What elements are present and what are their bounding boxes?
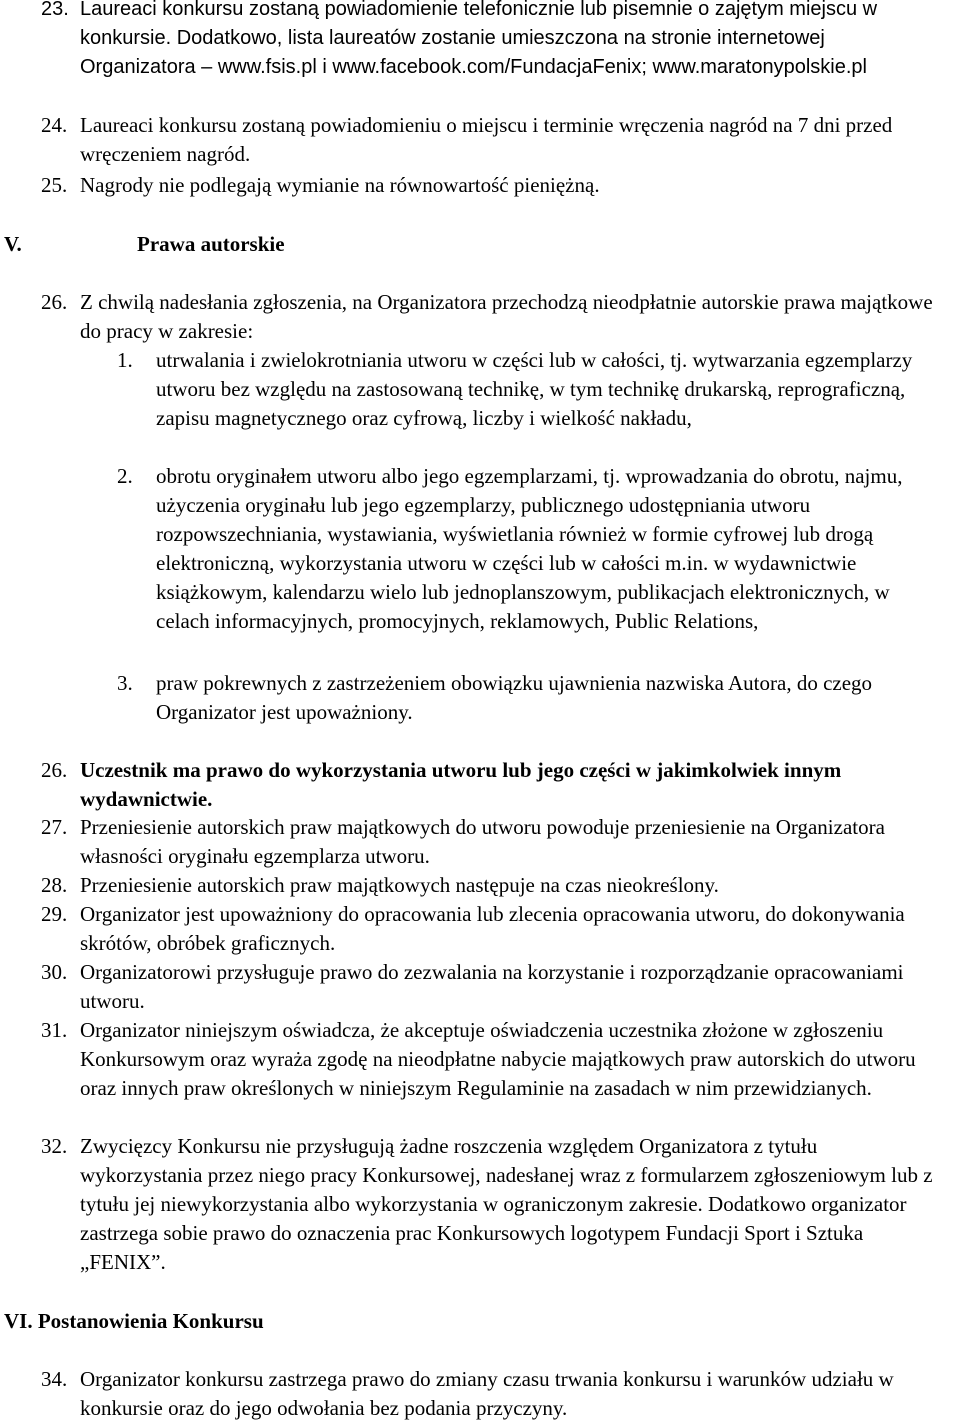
list-item-29 (41, 900, 941, 958)
item-text: Laureaci konkursu zostaną powiadomienie telefonicznie lub pisemnie o zajętym miejscu w konkursie. Dodatkowo, lista laureatów zostanie umieszczona na stronie internetowej Organizatora – www.fsis.pl i www.facebook.com/FundacjaFenix; www.maratonypolskie.pl (80, 0, 878, 78)
section-title: Prawa autorskie (137, 232, 285, 256)
sub-item-number: 2. (117, 464, 133, 488)
item-text: Organizator konkursu zastrzega prawo do zmiany czasu trwania konkursu i warunków udziału w konkursie oraz do jego odwołania bez podania przyczyny. (80, 1367, 894, 1420)
item-number: 26. (41, 290, 68, 314)
list-item-31 (41, 1016, 941, 1103)
sub-item-number: 3. (117, 671, 133, 695)
list-item-34 (41, 1365, 941, 1423)
item-text: Organizator jest upoważniony do opracowania lub zlecenia opracowania utworu, do dokonywania skrótów, obróbek graficznych. (80, 902, 905, 955)
item-text: Przeniesienie autorskich praw majątkowych do utworu powoduje przeniesienie na Organizatora własności oryginału egzemplarza utworu. (80, 815, 885, 868)
section-heading-vi (4, 1307, 264, 1336)
section-heading-v (4, 230, 22, 259)
item-text: Nagrody nie podlegają wymianie na równowartość pieniężną. (80, 173, 600, 197)
sub-item-text: praw pokrewnych z zastrzeżeniem obowiązku ujawnienia nazwiska Autora, do czego Organizator jest upoważniony. (156, 671, 873, 724)
section-number: V. (4, 232, 22, 256)
item-text: Zwycięzcy Konkursu nie przysługują żadne roszczenia względem Organizatora z tytułu wykorzystania przez niego pracy Konkursowej, nadesłanej wraz z formularzem zgłoszeniowym lub z tytułu jej niewykorzystania albo wykorzystania w ograniczonym zakresie. Dodatkowo organizator zastrzega sobie prawo do oznaczenia prac Konkursowych logotypem Fundacji Sport i Sztuka „FENIX”. (80, 1134, 933, 1274)
item-number: 25. (41, 173, 68, 197)
item-number: 30. (41, 960, 68, 984)
item-text: Laureaci konkursu zostaną powiadomieniu o miejscu i terminie wręczenia nagród na 7 dni przed wręczeniem nagród. (80, 113, 893, 166)
item-number: 23. (41, 0, 69, 20)
list-item-30 (41, 958, 941, 1016)
list-item-26b (41, 756, 941, 814)
list-item-24 (41, 111, 941, 169)
section-title: VI. Postanowienia Konkursu (4, 1309, 264, 1333)
item-text-bold: Uczestnik ma prawo do wykorzystania utworu lub jego części w jakimkolwiek innym wydawnictwie. (80, 758, 842, 811)
item-number: 27. (41, 815, 68, 839)
sub-item-2 (117, 462, 932, 636)
list-item-27 (41, 813, 941, 871)
list-item-23 (41, 0, 941, 82)
item-number: 32. (41, 1134, 68, 1158)
item-number: 26. (41, 758, 68, 782)
item-number: 24. (41, 113, 68, 137)
list-item-26 (41, 288, 941, 346)
sub-item-text: obrotu oryginałem utworu albo jego egzemplarzami, tj. wprowadzania do obrotu, najmu, użyczenia oryginału lub jego egzemplarzy, publicznego udostępniania utworu rozpowszechniania, wystawiania, wyświetlania również w formie cyfrowej lub drogą elektroniczną, wykorzystania utworu w części lub w całości m.in. w wydawnictwie książkowym, kalendarzu wielo lub jednoplanszowym, publikacjach elektronicznych, w celach informacyjnych, promocyjnych, reklamowych, Public Relations, (156, 464, 903, 633)
item-number: 28. (41, 873, 68, 897)
list-item-25 (41, 171, 941, 200)
section-title-v (137, 230, 285, 259)
sub-item-3 (117, 669, 932, 727)
item-text: Z chwilą nadesłania zgłoszenia, na Organizatora przechodzą nieodpłatnie autorskie prawa majątkowe do pracy w zakresie: (80, 290, 933, 343)
item-text: Organizatorowi przysługuje prawo do zezwalania na korzystanie i rozporządzanie opracowaniami utworu. (80, 960, 904, 1013)
item-text: Przeniesienie autorskich praw majątkowych następuje na czas nieokreślony. (80, 873, 719, 897)
sub-item-1 (117, 346, 932, 433)
sub-item-number: 1. (117, 348, 133, 372)
item-number: 31. (41, 1018, 68, 1042)
list-item-28 (41, 871, 941, 900)
sub-item-text: utrwalania i zwielokrotniania utworu w części lub w całości, tj. wytwarzania egzemplarzy utworu bez względu na zastosowaną technikę, w tym technikę drukarską, reprograficzną, zapisu magnetycznego oraz cyfrową, liczby i wielkość nakładu, (156, 348, 913, 430)
list-item-32 (41, 1132, 941, 1277)
item-text: Organizator niniejszym oświadcza, że akceptuje oświadczenia uczestnika złożone w zgłoszeniu Konkursowym oraz wyraża zgodę na nieodpłatne nabycie majątkowych praw autorskich do utworu oraz innych praw określonych w niniejszym Regulaminie na zasadach w nim przewidzianych. (80, 1018, 916, 1100)
item-number: 34. (41, 1367, 68, 1391)
item-number: 29. (41, 902, 68, 926)
